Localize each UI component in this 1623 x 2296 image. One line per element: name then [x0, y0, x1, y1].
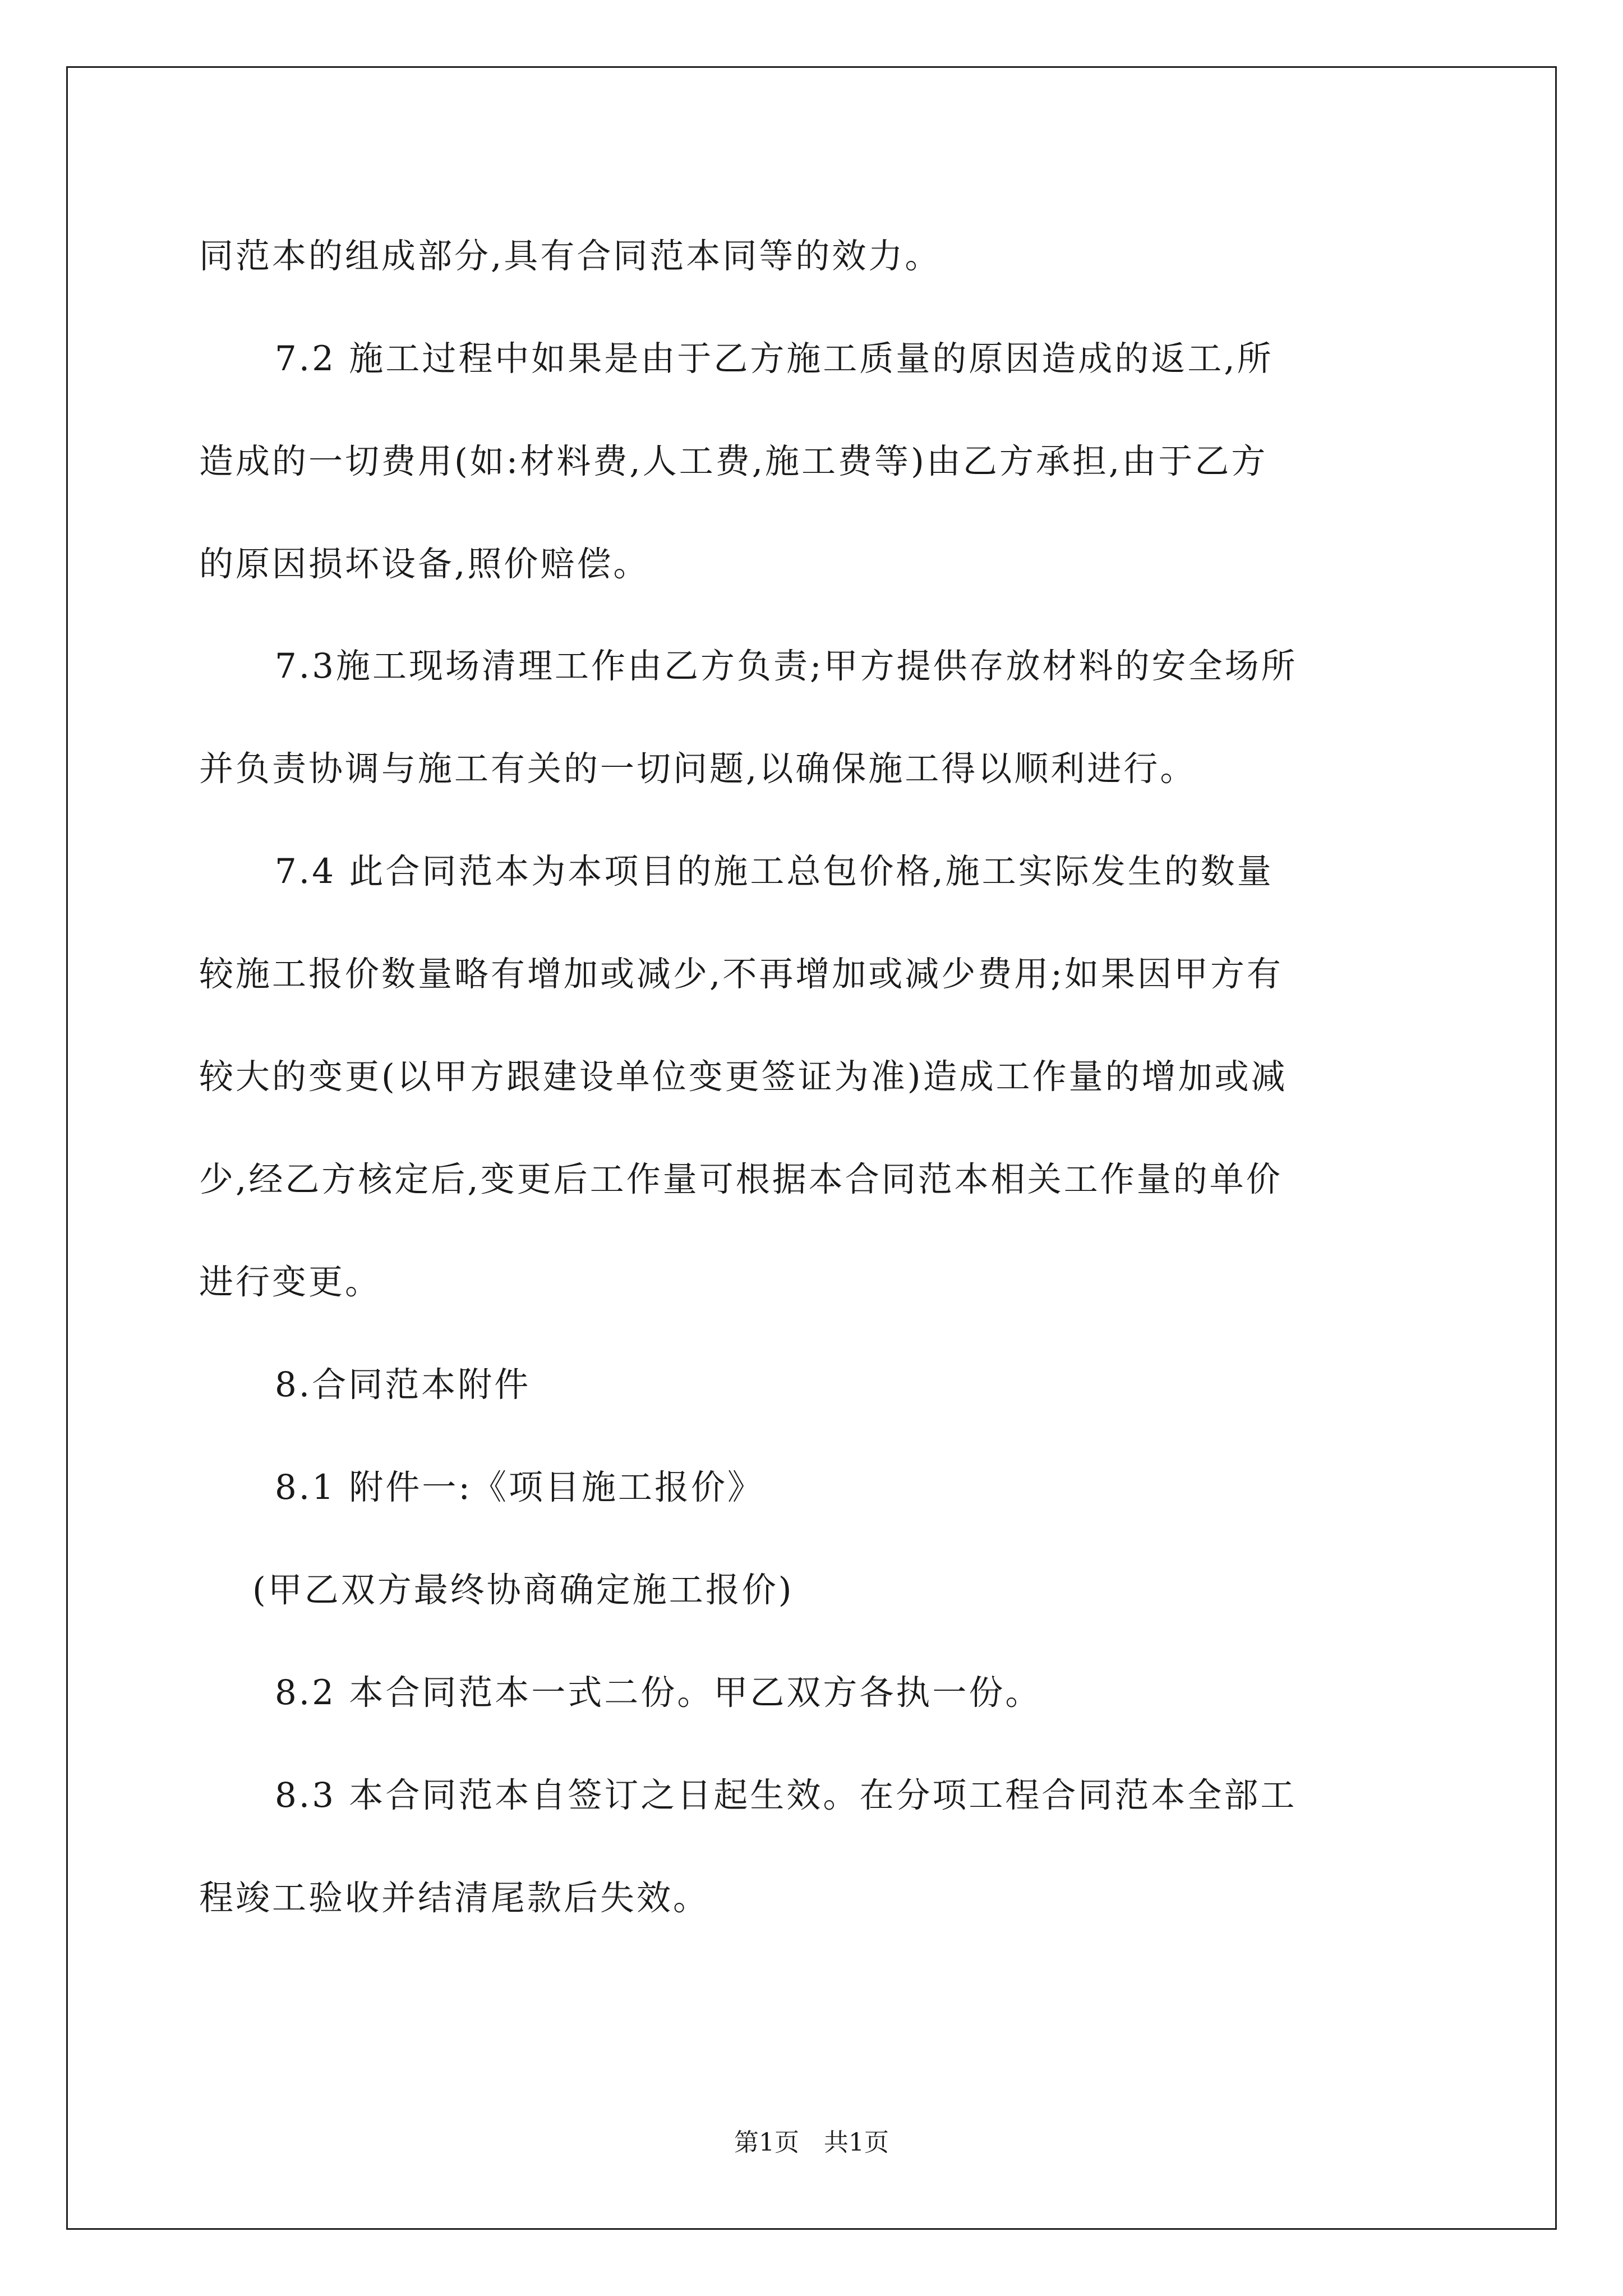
text-line: 造成的一切费用(如:材料费,人工费,施工费等)由乙方承担,由于乙方 [199, 441, 1268, 481]
text-line: 8.3 本合同范本自签订之日起生效。在分项工程合同范本全部工 [275, 1775, 1297, 1815]
text-line: 并负责协调与施工有关的一切问题,以确保施工得以顺利进行。 [199, 749, 1197, 789]
section-heading: 8.合同范本附件 [275, 1365, 531, 1405]
text-line: 7.3施工现场清理工作由乙方负责;甲方提供存放材料的安全场所 [275, 646, 1298, 686]
text-line: 7.2 施工过程中如果是由于乙方施工质量的原因造成的返工,所 [275, 339, 1274, 379]
text-line: 同范本的组成部分,具有合同范本同等的效力。 [199, 236, 942, 276]
text-line: 的原因损坏设备,照价赔偿。 [199, 544, 650, 584]
text-line: 少,经乙方核定后,变更后工作量可根据本合同范本相关工作量的单价 [199, 1159, 1283, 1199]
text-line: 较施工报价数量略有增加或减少,不再增加或减少费用;如果因甲方有 [199, 954, 1283, 994]
text-line: 较大的变更(以甲方跟建设单位变更签证为准)造成工作量的增加或减 [199, 1057, 1288, 1097]
text-line: 8.2 本合同范本一式二份。甲乙双方各执一份。 [275, 1673, 1042, 1713]
text-line: 程竣工验收并结清尾款后失效。 [199, 1878, 710, 1918]
page-number-footer: 第1页 共1页 [734, 2128, 889, 2157]
text-line: 进行变更。 [199, 1262, 382, 1302]
text-line: 7.4 此合同范本为本项目的施工总包价格,施工实际发生的数量 [275, 852, 1274, 891]
text-line: (甲乙双方最终协商确定施工报价) [252, 1570, 794, 1610]
text-line: 8.1 附件一:《项目施工报价》 [275, 1467, 764, 1507]
